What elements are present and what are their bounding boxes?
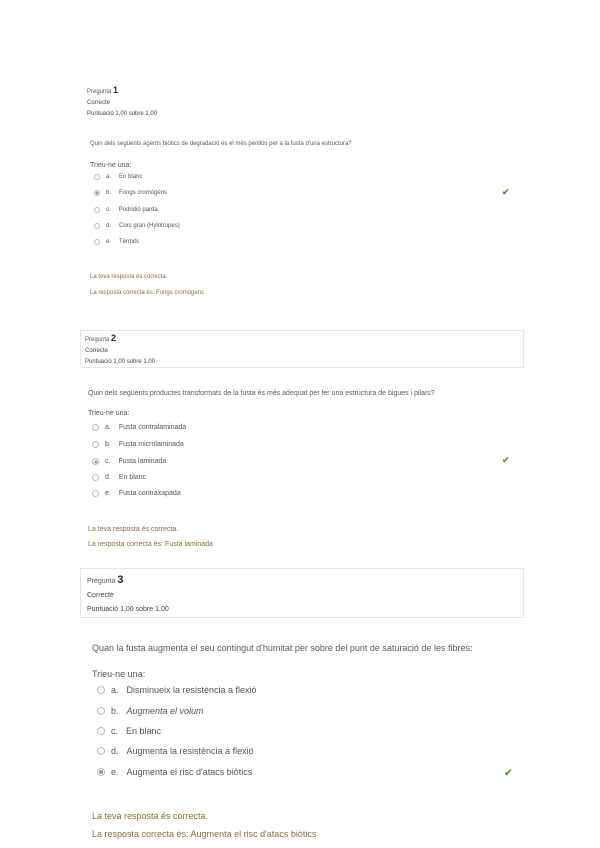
question-2-state: Correcte: [85, 348, 109, 354]
question-2-info: [80, 330, 524, 368]
radio-button[interactable]: [92, 490, 99, 497]
question-1-info: [82, 82, 172, 120]
option-label: En blanc: [126, 726, 162, 736]
question-3-text: Quan la fusta augmenta el seu contingut d'humitat per sobre del punt de saturació de les fibres:: [92, 643, 473, 653]
radio-button[interactable]: [94, 223, 100, 229]
question-3-number: Pregunta 3: [87, 574, 124, 586]
radio-button[interactable]: [92, 474, 99, 481]
question-1-text: Quin dels següents agents biòtics de degradació és el més perillós per a la fusta d'una estructura?: [90, 141, 352, 147]
question-3-option-a[interactable]: a. Disminueix la resistència a flexió: [97, 685, 257, 695]
radio-button-selected[interactable]: [94, 190, 100, 196]
question-1-grade: Puntuació 1,00 sobre 1,00: [87, 111, 158, 117]
question-3-info: [80, 568, 524, 618]
question-3-option-d[interactable]: d. Augmenta la resistència a flexió: [97, 746, 254, 756]
question-1-number: Pregunta 1: [87, 85, 119, 95]
option-label: Tèrmits: [119, 239, 140, 245]
option-label: Corc gran (Hylotrupes): [119, 223, 180, 229]
question-1-feedback: La teva resposta és correcta.: [90, 274, 168, 280]
question-1-option-c[interactable]: c. Podridió parda: [94, 207, 158, 213]
question-2-option-d[interactable]: d. En blanc: [92, 474, 146, 481]
question-2-option-e[interactable]: e. Fusta contraxapada: [92, 490, 181, 497]
question-2-option-a[interactable]: a. Fusta contralaminada: [92, 424, 186, 431]
option-label: Fusta microlaminada: [118, 441, 184, 448]
question-2-number: Pregunta 2: [85, 333, 117, 343]
radio-button[interactable]: [94, 207, 100, 213]
question-2-right-answer: La resposta correcta és: Fusta laminada: [88, 541, 213, 548]
question-1-option-b[interactable]: b. Fongs cromògens: [94, 190, 167, 196]
correct-check-icon: ✔: [502, 187, 510, 197]
option-label: Augmenta la resistència a flexió: [126, 746, 254, 756]
option-label: Podridió parda: [118, 207, 158, 213]
question-3-right-answer: La resposta correcta és: Augmenta el risc d'atacs biòtics: [92, 829, 317, 839]
option-label: Fusta contraxapada: [118, 490, 181, 497]
option-label: En blanc: [118, 474, 147, 481]
question-1-right-answer: La resposta correcta és: Fongs cromògens: [90, 290, 205, 296]
question-1-option-a[interactable]: a. En blanc: [94, 174, 142, 180]
question-3-option-b[interactable]: b. Augmenta el volum: [97, 706, 204, 716]
question-1-option-d[interactable]: d. Corc gran (Hylotrupes): [94, 223, 180, 229]
correct-check-icon: ✔: [502, 455, 510, 465]
question-2-option-b[interactable]: b. Fusta microlaminada: [92, 441, 184, 448]
option-label: Disminueix la resistència a flexió: [126, 685, 257, 695]
question-1-state: Correcte: [87, 100, 111, 106]
option-label: Augmenta el volum: [126, 706, 204, 716]
option-label: Fusta laminada: [118, 458, 167, 465]
question-2-text: Quin dels següents productes transformats de la fusta és més adequat per fer una estructura de bigues i pilars?: [88, 390, 435, 397]
radio-button[interactable]: [97, 727, 105, 735]
question-1-option-e[interactable]: e. Tèrmits: [94, 239, 139, 245]
option-label: Fongs cromògens: [119, 190, 168, 196]
radio-button-selected[interactable]: [92, 458, 99, 465]
question-1-prompt: Trieu-ne una:: [90, 162, 132, 169]
radio-button[interactable]: [92, 424, 99, 431]
question-2-prompt: Trieu-ne una:: [88, 410, 130, 417]
option-label: Fusta contralaminada: [118, 424, 187, 431]
option-label: En blanc: [119, 174, 143, 180]
question-2-feedback: La teva resposta és correcta.: [88, 526, 179, 533]
question-3-grade: Puntuació 1,00 sobre 1,00: [87, 606, 169, 613]
radio-button[interactable]: [94, 174, 100, 180]
question-3-prompt: Trieu-ne una:: [92, 669, 146, 679]
question-2-option-c[interactable]: c. Fusta laminada: [92, 458, 166, 465]
question-2-grade: Puntuació 1,00 sobre 1,00: [85, 359, 156, 365]
radio-button-selected[interactable]: [97, 768, 105, 776]
radio-button[interactable]: [97, 747, 105, 755]
question-3-feedback: La teva resposta és correcta.: [92, 811, 209, 821]
option-label: Augmenta el risc d'atacs biòtics: [126, 767, 253, 777]
question-3-state: Correcte: [87, 592, 114, 599]
radio-button[interactable]: [97, 686, 105, 694]
question-3-option-c[interactable]: c. En blanc: [97, 726, 161, 736]
correct-check-icon: ✔: [504, 768, 513, 779]
radio-button[interactable]: [92, 441, 99, 448]
question-3-option-e[interactable]: e. Augmenta el risc d'atacs biòtics: [97, 767, 252, 777]
radio-button[interactable]: [94, 239, 100, 245]
radio-button[interactable]: [97, 707, 105, 715]
